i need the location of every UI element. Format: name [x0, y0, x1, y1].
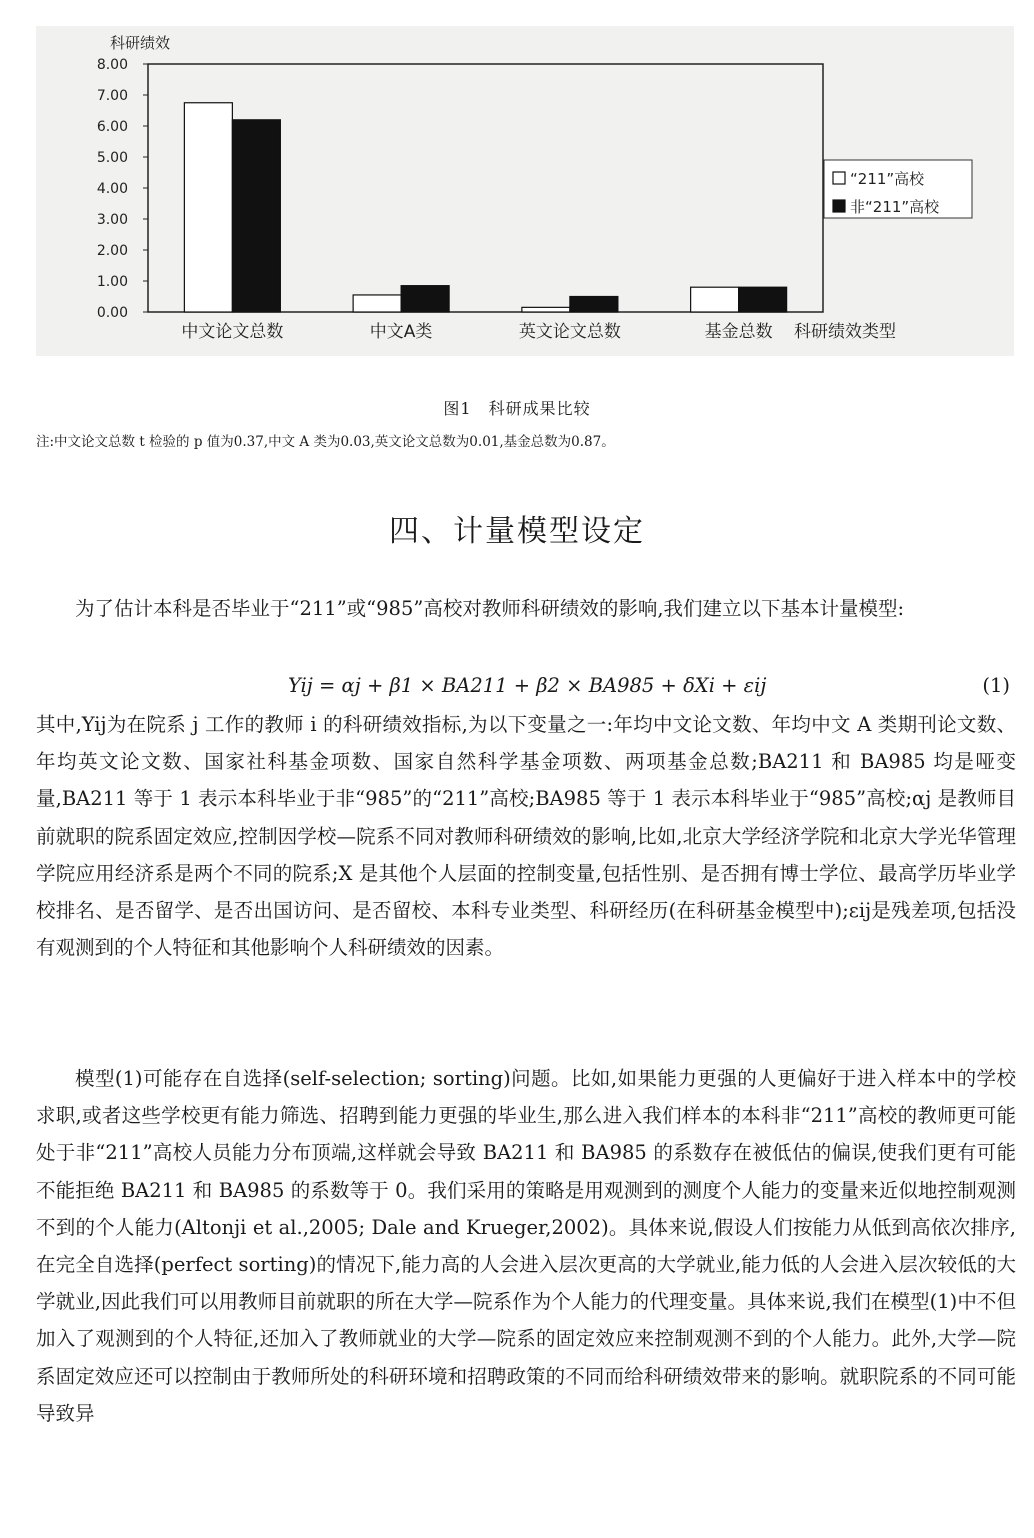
bar-211: [691, 287, 739, 312]
equation: [36, 670, 1016, 706]
bar-non-211: [570, 297, 618, 313]
bar-211: [184, 103, 232, 312]
x-category-label: 英文论文总数: [518, 322, 621, 342]
y-tick-label: 1.00: [96, 274, 128, 290]
x-category-label: 基金总数: [704, 322, 773, 342]
paragraph-self-selection: 模型(1)可能存在自选择(self-selection; sorting)问题。比如,如果能力更强的人更偏好于进入样本中的学校求职,或者这些学校更有能力筛选、招聘到能力更强的毕业生,那么进入我们样本的本科非“211”高校的教师更可能处于非“211”高校人员能力分布顶端,这样就会导致 BA211 和 BA985 的系数存在被低估的偏误,使我们更有可能不能拒绝 BA211 和 BA985 的系数等于 0。我们采用的策略是用观测到的测度个人能力的变量来近似地控制观测不到的个人能力(Altonji et al.,2005; Dale and Krueger,2002)。具体来说,假设人们按能力从低到高依次排序,在完全自选择(perfect sorting)的情况下,能力高的人会进入层次更高的大学就业,能力低的人会进入层次较低的大学就业,因此我们可以用教师目前就职的所在大学—院系作为个人能力的代理变量。具体来说,我们在模型(1)中不但加入了观测到的个人特征,还加入了教师就业的大学—院系的固定效应来控制观测不到的个人能力。此外,大学—院系固定效应还可以控制由于教师所处的科研环境和招聘政策的不同而给科研绩效带来的影响。就职院系的不同可能导致异: [36, 1067, 1016, 1425]
equation-number: (1): [982, 674, 1010, 697]
bar-non-211: [739, 287, 787, 312]
y-tick-label: 8.00: [96, 57, 128, 73]
paragraph-variable-definitions: 其中,Yij为在院系 j 工作的教师 i 的科研绩效指标,为以下变量之一:年均中文论文数、年均中文 A 类期刊论文数、年均英文论文数、国家社科基金项数、国家自然科学基金项数、两项基金总数;BA211 和 BA985 均是哑变量,BA211 等于 1 表示本科毕业于非“985”的“211”高校;BA985 等于 1 表示本科毕业于“985”高校;αj 是教师目前就职的院系固定效应,控制因学校—院系不同对教师科研绩效的影响,比如,北京大学经济学院和北京大学光华管理学院应用经济系是两个不同的院系;X 是其他个人层面的控制变量,包括性别、是否拥有博士学位、最高学历毕业学校排名、是否留学、是否出国访问、是否留校、本科专业类型、科研经历(在科研基金模型中);εij是残差项,包括没有观测到的个人特征和其他影响个人科研绩效的因素。: [36, 713, 1016, 960]
bar-211: [353, 295, 401, 312]
figure-panel: [36, 26, 1014, 356]
y-tick-label: 7.00: [96, 88, 128, 104]
legend-swatch: [833, 200, 845, 212]
legend-label: “211”高校: [850, 170, 925, 188]
y-tick-label: 0.00: [96, 305, 128, 321]
y-tick-label: 5.00: [96, 150, 128, 166]
x-category-label: 中文A类: [369, 322, 433, 342]
bar-non-211: [232, 120, 280, 312]
y-axis-title: 科研绩效: [110, 34, 171, 52]
bar-211: [522, 307, 570, 312]
figure-caption: 图1 科研成果比较: [443, 399, 591, 418]
y-tick-label: 2.00: [96, 243, 128, 259]
legend: [824, 160, 972, 218]
equation-formula: Yij = αj + β1 × BA211 + β2 × BA985 + δXi + εij: [288, 674, 767, 697]
x-axis-title: 科研绩效类型: [794, 322, 896, 342]
bar-non-211: [401, 286, 449, 312]
x-category-label: 中文论文总数: [181, 322, 284, 342]
y-tick-label: 3.00: [96, 212, 128, 228]
y-tick-label: 6.00: [96, 119, 128, 135]
paragraph-intro: 为了估计本科是否毕业于“211”或“985”高校对教师科研绩效的影响,我们建立以下基本计量模型:: [75, 597, 905, 620]
bar-chart: [36, 26, 1014, 356]
figure-note: 注:中文论文总数 t 检验的 p 值为0.37,中文 A 类为0.03,英文论文总数为0.01,基金总数为0.87。: [36, 434, 615, 450]
section-heading: 四、计量模型设定: [389, 514, 645, 549]
legend-swatch: [833, 172, 845, 184]
legend-label: 非“211”高校: [850, 198, 940, 216]
y-tick-label: 4.00: [96, 181, 128, 197]
